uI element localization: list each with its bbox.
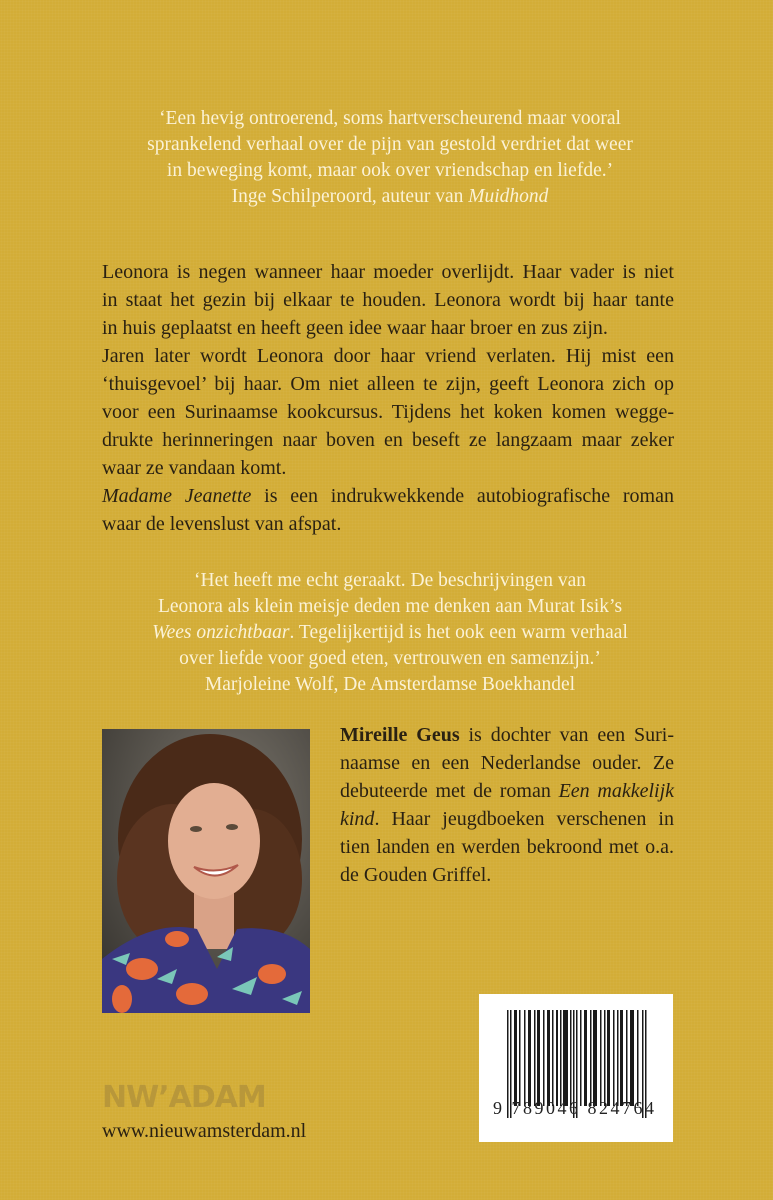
bio-text: is dochter van een Suri- <box>459 724 674 746</box>
isbn-barcode <box>479 994 673 1142</box>
quote-line: in beweging komt, maar ook over vriendschap en liefde.’ <box>166 160 614 181</box>
blurb-line: voor een Surinaamse kookcursus. Tijdens het koken komen wegge- <box>102 401 674 423</box>
quote-line: ‘Een hevig ontroerend, soms hartverscheurend maar vooral <box>159 108 621 129</box>
blurb-line: Jaren later wordt Leonora door haar vriend verlaten. Hij mist een <box>102 345 674 367</box>
bio-line: de Gouden Griffel. <box>340 864 492 886</box>
quote-text: . Tegelijkertijd is het ook een warm verhaal <box>289 622 628 643</box>
quote-attribution: Marjoleine Wolf, De Amsterdamse Boekhandel <box>204 674 576 695</box>
isbn-number: 9 789046 824764 <box>493 1098 657 1118</box>
debut-title: kind <box>340 808 375 830</box>
bio-text: . Haar jeugdboeken verschenen in <box>374 808 674 830</box>
author-name: Mireille Geus <box>340 724 460 746</box>
author-photo <box>102 729 310 1013</box>
quote-attribution <box>90 184 690 210</box>
bio-line: naamse en een Nederlandse ouder. Ze <box>340 752 674 774</box>
attribution-text: Inge Schilperoord, auteur van <box>231 186 469 207</box>
publisher-website-link[interactable]: www.nieuwamsterdam.nl <box>102 1120 307 1142</box>
bio-line <box>340 721 674 749</box>
book-blurb <box>102 258 674 538</box>
blurb-line: in staat het gezin bij elkaar te houden. Leonora wordt bij haar tante <box>102 289 674 311</box>
blurb-line: Leonora is negen wanneer haar moeder overlijdt. Haar vader is niet <box>102 261 674 283</box>
attribution-book-title: Muidhond <box>468 186 549 207</box>
review-quote-1 <box>90 106 690 210</box>
quote-line: sprankelend verhaal over de pijn van gestold verdriet dat weer <box>147 134 633 155</box>
bio-line <box>340 805 674 833</box>
review-quote-2 <box>90 568 690 698</box>
bio-line <box>340 777 674 805</box>
quote-line: over liefde voor goed eten, vertrouwen en samenzijn.’ <box>179 648 601 669</box>
blurb-text: is een indrukwekkende autobiografische roman <box>251 485 674 507</box>
blurb-line: in huis geplaatst en heeft geen idee waar haar broer en zus zijn. <box>102 317 608 339</box>
quote-line: Leonora als klein meisje deden me denken aan Murat Isik’s <box>157 596 623 617</box>
blurb-line: ‘thuisgevoel’ bij haar. Om niet alleen te zijn, geeft Leonora zich op <box>102 373 674 395</box>
blurb-line: waar de levenslust van afspat. <box>102 513 342 535</box>
author-bio <box>340 721 674 889</box>
quote-line: ‘Het heeft me echt geraakt. De beschrijvingen van <box>194 570 586 591</box>
bio-text: debuteerde met de roman <box>340 780 559 802</box>
book-title: Madame Jeanette <box>102 485 252 507</box>
blurb-line: waar ze vandaan komt. <box>102 457 287 479</box>
referenced-book-title: Wees onzichtbaar <box>152 622 290 643</box>
blurb-line: drukte herinneringen naar boven en beseft ze langzaam maar zeker <box>102 429 674 451</box>
publisher-logo: NW’ADAM <box>102 1080 266 1115</box>
bio-line: tien landen en werden bekroond met o.a. <box>340 836 674 858</box>
debut-title: Een makkelijk <box>558 780 674 802</box>
quote-line <box>90 620 690 646</box>
author-portrait-image <box>102 729 310 1013</box>
blurb-line <box>102 482 674 510</box>
